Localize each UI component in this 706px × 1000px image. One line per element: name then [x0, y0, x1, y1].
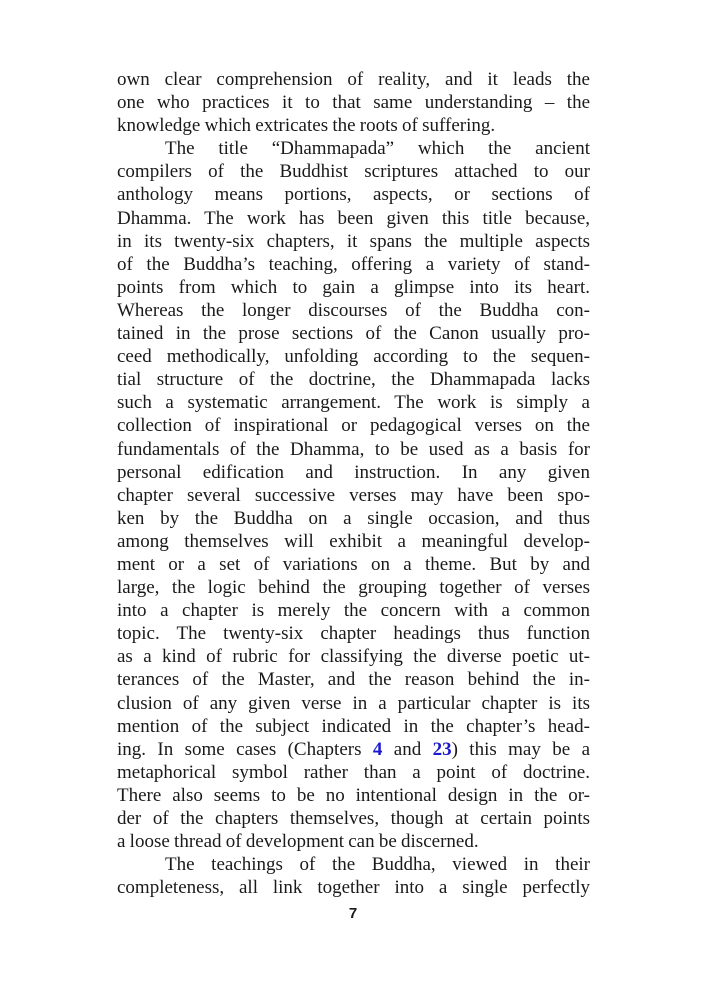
text-line: into a chapter is merely the concern with a common	[117, 600, 590, 622]
text-line: chapter several successive verses may have been spo-	[117, 484, 590, 506]
text-line: in its twenty-six chapters, it spans the multiple aspects	[117, 230, 590, 252]
text-line: Dhamma. The work has been given this title because,	[117, 207, 590, 229]
paragraph	[117, 853, 590, 899]
text-line: among themselves will exhibit a meaningful develop-	[117, 530, 590, 552]
text-line: Whereas the longer discourses of the Buddha con-	[117, 299, 590, 321]
text-line: personal edification and instruction. In any given	[117, 461, 590, 483]
text-line: topic. The twenty-six chapter headings thus function	[117, 623, 590, 645]
page-number: 7	[348, 905, 358, 922]
text-line: The title “Dhammapada” which the ancient	[165, 138, 590, 160]
text-line: metaphorical symbol rather than a point of doctrine.	[117, 761, 590, 783]
text-line: a loose thread of development can be discerned.	[117, 831, 479, 853]
text-line: There also seems to be no intentional design in the or-	[117, 784, 590, 806]
text-line: tained in the prose sections of the Canon usually pro-	[117, 323, 590, 345]
text-line: of the Buddha’s teaching, offering a variety of stand-	[117, 253, 590, 275]
text-line: one who practices it to that same understanding – the	[117, 92, 590, 114]
text-line: tial structure of the doctrine, the Dhammapada lacks	[117, 369, 590, 391]
text-line: knowledge which extricates the roots of suffering.	[117, 115, 496, 137]
page-body-text	[117, 68, 590, 899]
paragraph	[117, 137, 590, 853]
text-line: collection of inspirational or pedagogical verses on the	[117, 415, 590, 437]
text-line: points from which to gain a glimpse into its heart.	[117, 276, 590, 298]
chapter-23-link[interactable]: 23	[432, 738, 452, 760]
text-line: The teachings of the Buddha, viewed in their	[165, 854, 590, 876]
text-line: own clear comprehension of reality, and it leads the	[117, 69, 590, 90]
text-line: ken by the Buddha on a single occasion, and thus	[117, 507, 590, 529]
text-line: large, the logic behind the grouping together of verses	[117, 577, 590, 599]
text-line: clusion of any given verse in a particular chapter is its	[117, 692, 590, 714]
text-line: such a systematic arrangement. The work is simply a	[117, 392, 590, 414]
text-line: ceed methodically, unfolding according to the sequen-	[117, 346, 590, 368]
text-line: terances of the Master, and the reason behind the in-	[117, 669, 590, 691]
text-line: compilers of the Buddhist scriptures attached to our	[117, 161, 590, 183]
chapter-4-link[interactable]: 4	[372, 738, 383, 760]
paragraph	[117, 68, 590, 137]
text-line: completeness, all link together into a single perfectly	[117, 877, 590, 899]
text-line: as a kind of rubric for classifying the diverse poetic ut-	[117, 646, 590, 668]
text-line: mention of the subject indicated in the chapter’s head-	[117, 715, 590, 737]
text-line: anthology means portions, aspects, or sections of	[117, 184, 590, 206]
text-line: fundamentals of the Dhamma, to be used as a basis for	[117, 438, 590, 460]
text-line: ment or a set of variations on a theme. But by and	[117, 553, 590, 575]
text-line: ing. In some cases (Chapters 4 and 23) this may be a	[117, 738, 591, 760]
text-line: der of the chapters themselves, though at certain points	[117, 808, 590, 829]
